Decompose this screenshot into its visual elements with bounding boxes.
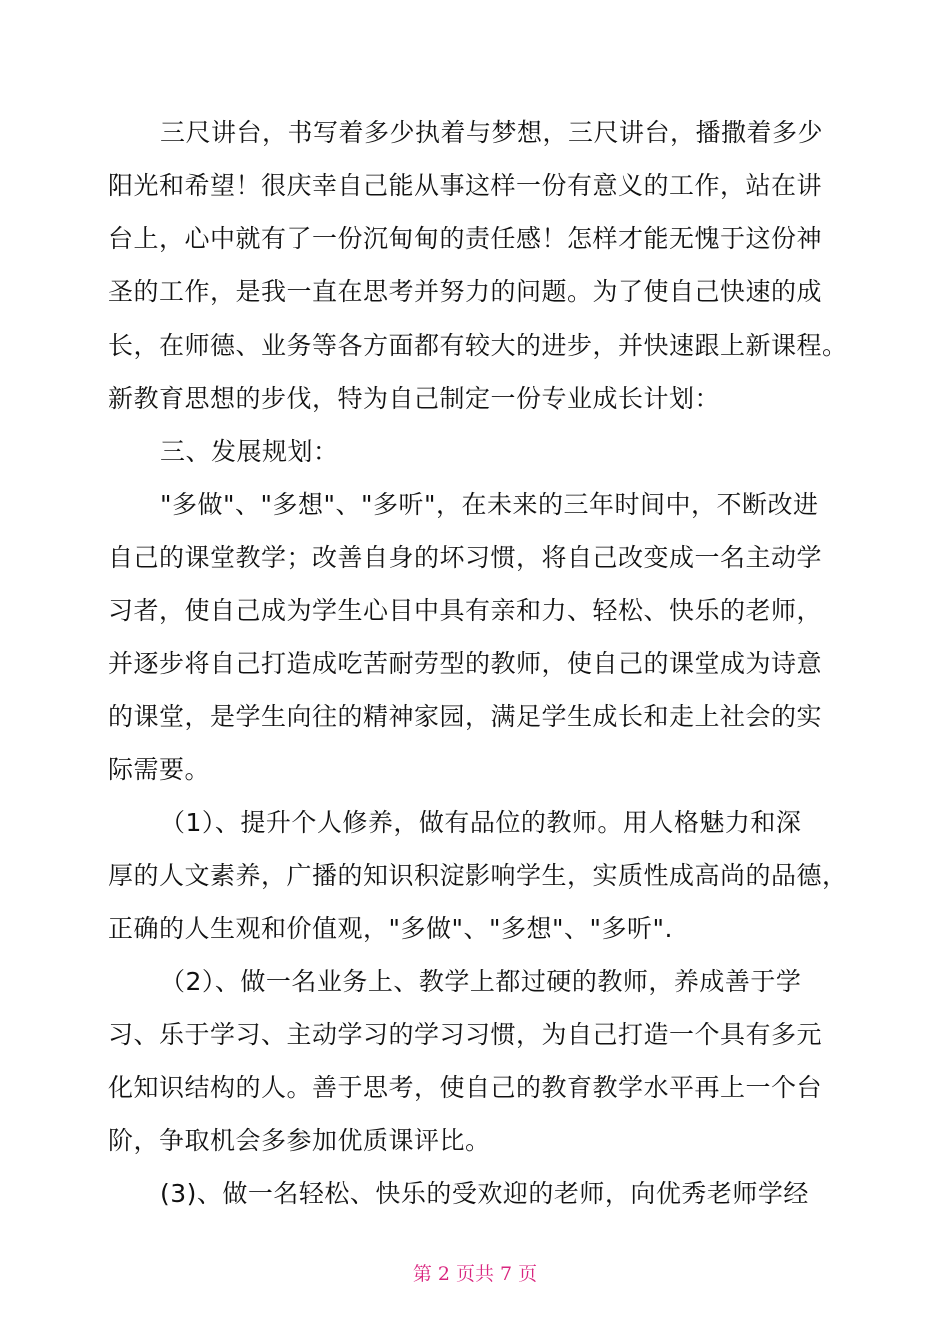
text-line-8: "多做"、"多想"、"多听"，在未来的三年时间中，不断改进 [160, 490, 819, 519]
text-line-11: 并逐步将自己打造成吃苦耐劳型的教师，使自己的课堂成为诗意 [108, 649, 823, 678]
text-line-9: 自己的课堂教学；改善自身的坏习惯，将自己改变成一名主动学 [108, 543, 823, 572]
text-line-15: 厚的人文素养，广播的知识积淀影响学生，实质性成高尚的品德， [108, 861, 848, 890]
text-line-14: （1）、提升个人修养，做有品位的教师。用人格魅力和深 [160, 808, 802, 837]
text-line-21: (3)、做一名轻松、快乐的受欢迎的老师，向优秀老师学经 [160, 1179, 809, 1208]
text-line-12: 的课堂，是学生向往的精神家园，满足学生成长和走上社会的实 [108, 702, 823, 731]
text-line-2: 阳光和希望！很庆幸自己能从事这样一份有意义的工作，站在讲 [108, 171, 823, 200]
text-line-5: 长，在师德、业务等各方面都有较大的进步，并快速跟上新课程。 [108, 331, 848, 360]
text-line-16: 正确的人生观和价值观，"多做"、"多想"、"多听". [108, 914, 673, 943]
text-line-1: 三尺讲台，书写着多少执着与梦想，三尺讲台，播撒着多少 [160, 118, 824, 147]
text-line-6: 新教育思想的步伐，特为自己制定一份专业成长计划： [108, 384, 721, 413]
text-line-4: 圣的工作，是我一直在思考并努力的问题。为了使自己快速的成 [108, 277, 823, 306]
text-line-17: （2）、做一名业务上、教学上都过硬的教师，养成善于学 [160, 967, 802, 996]
page-number-footer: 第 2 页共 7 页 [412, 1263, 538, 1285]
text-line-18: 习、乐于学习、主动学习的学习习惯，为自己打造一个具有多元 [108, 1020, 823, 1049]
text-line-3: 台上，心中就有了一份沉甸甸的责任感！怎样才能无愧于这份神 [108, 224, 823, 253]
text-line-10: 习者，使自己成为学生心目中具有亲和力、轻松、快乐的老师， [108, 596, 823, 625]
text-line-19: 化知识结构的人。善于思考，使自己的教育教学水平再上一个台 [108, 1073, 823, 1102]
text-line-20: 阶，争取机会多参加优质课评比。 [108, 1126, 491, 1155]
text-line-13: 际需要。 [108, 755, 211, 784]
section-heading: 三、发展规划： [160, 437, 339, 466]
